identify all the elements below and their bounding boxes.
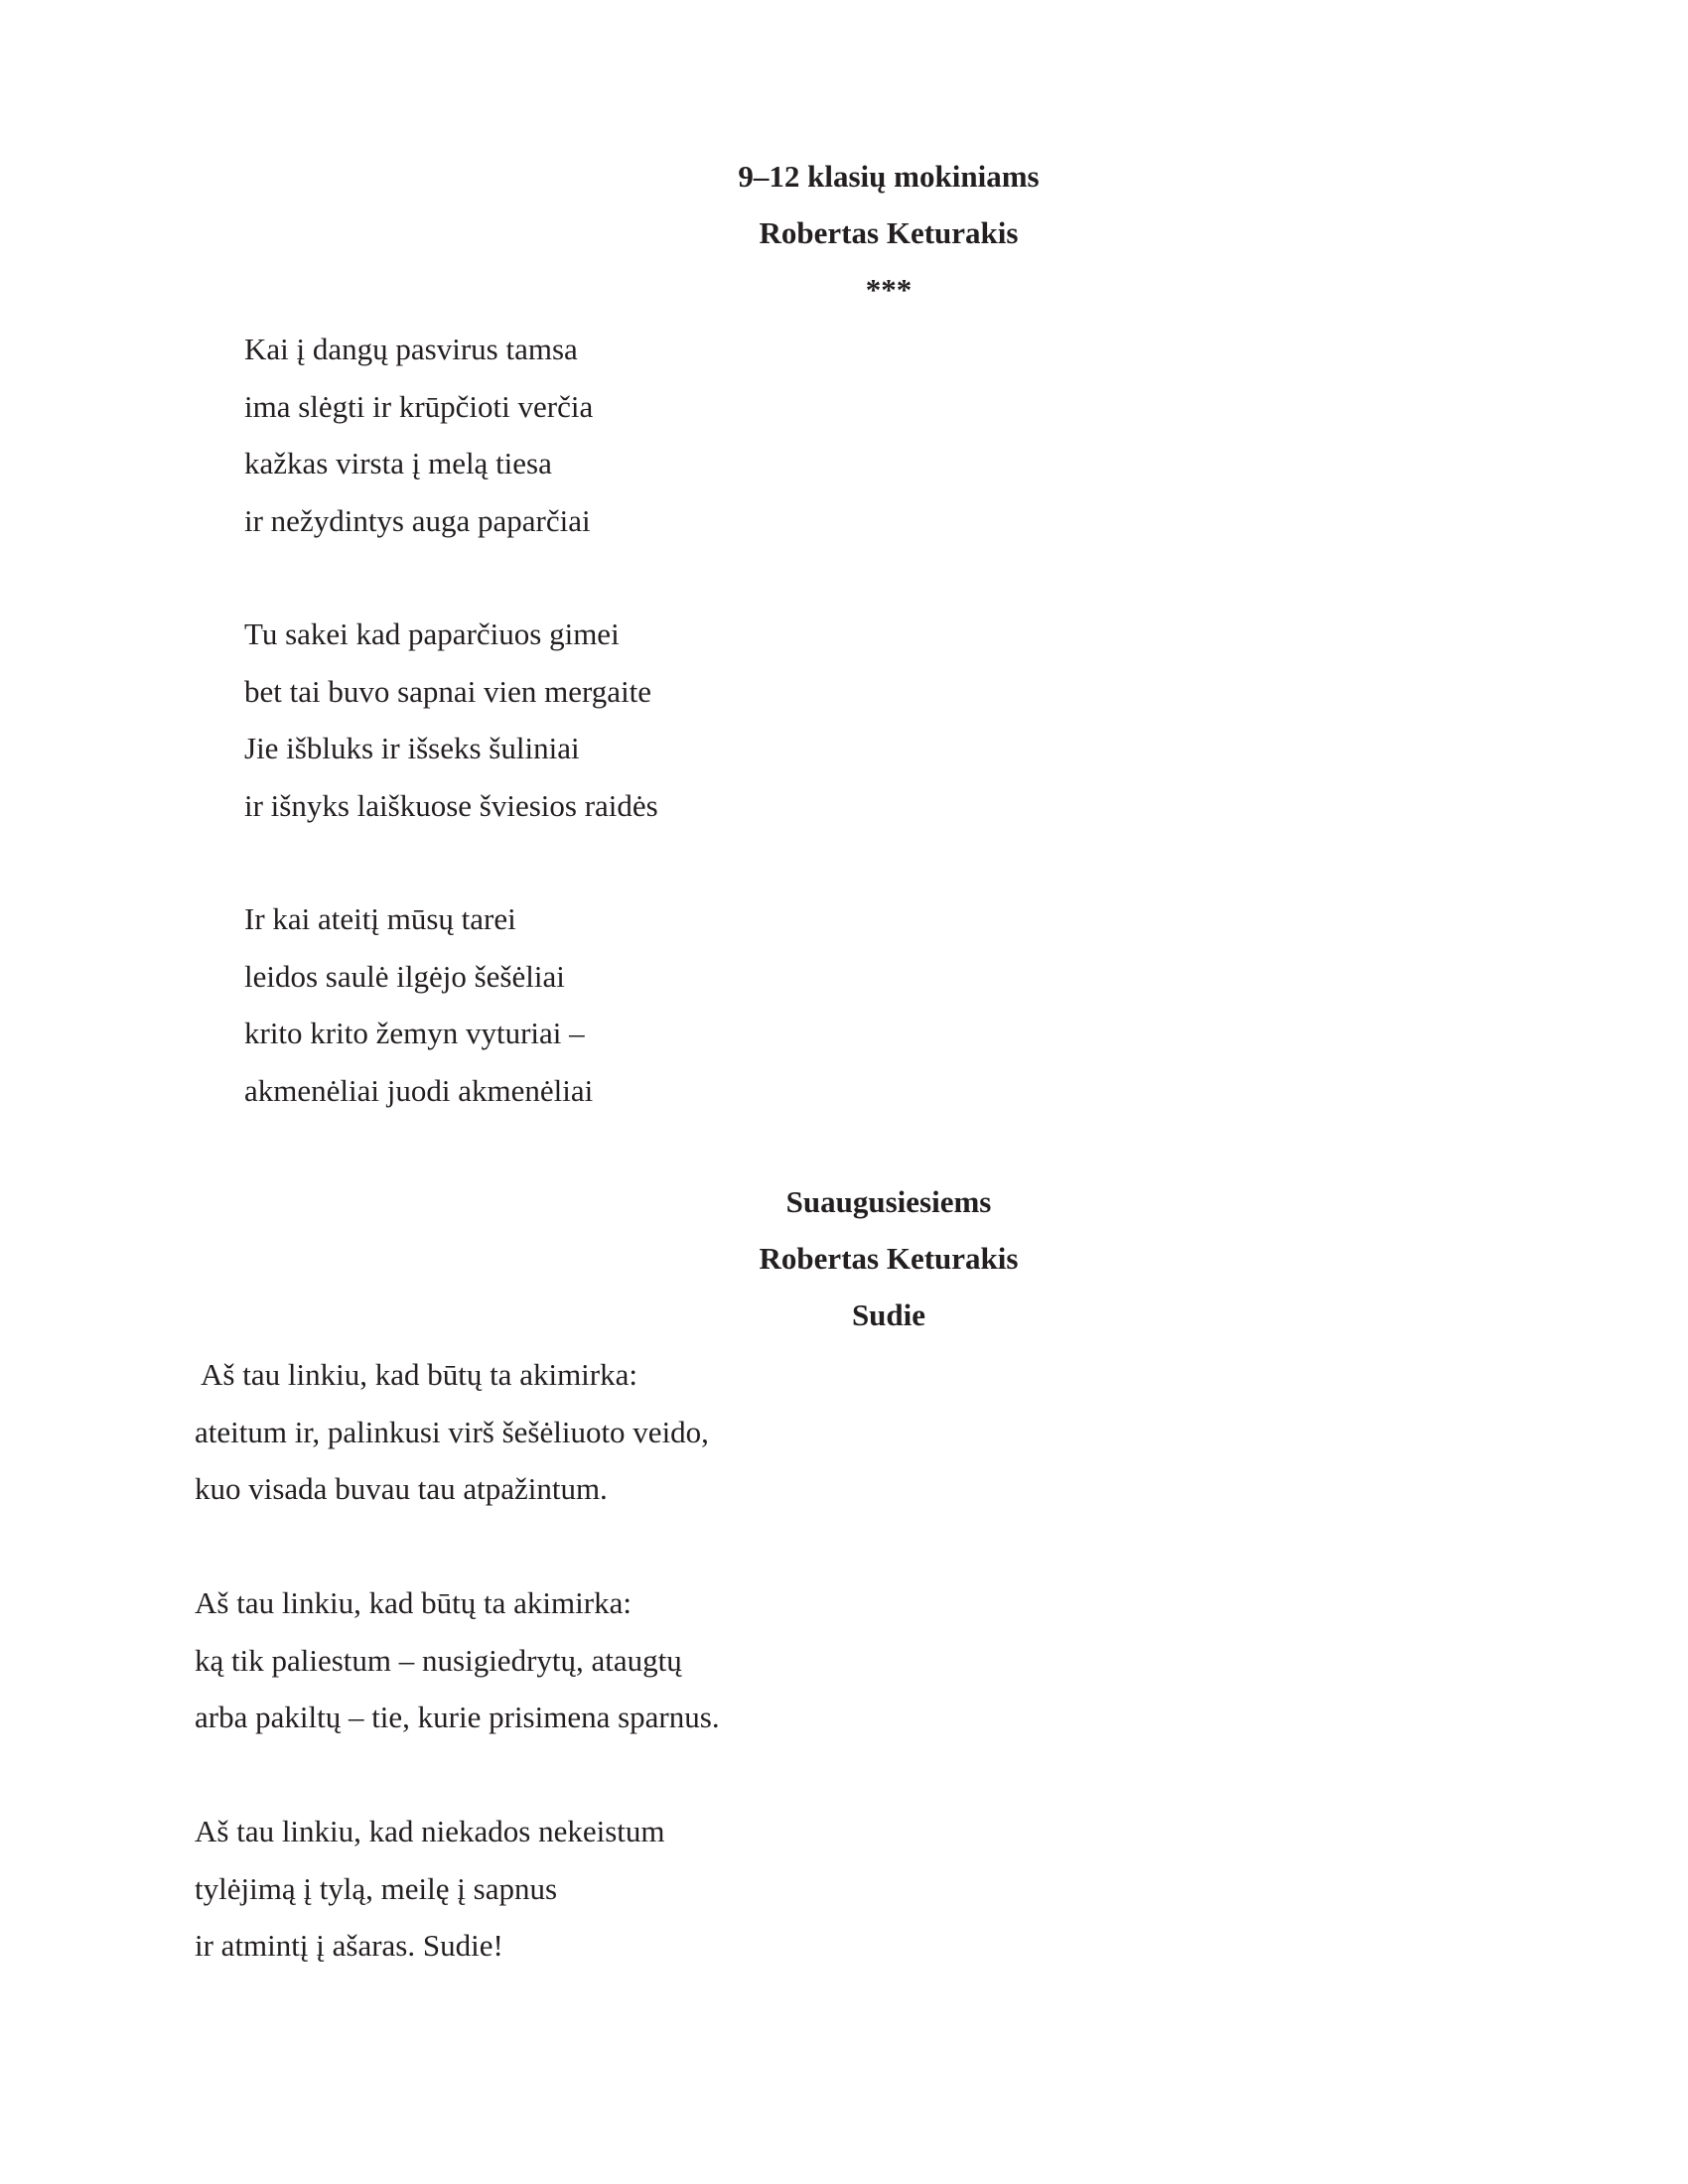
poem-line: bet tai buvo sapnai vien mergaite [244,673,652,709]
poem-line: kažkas virsta į melą tiesa [244,446,552,480]
poem-line: kuo visada buvau tau atpažintum. [195,1471,608,1506]
poem-stanza [195,1803,665,1975]
poem-line: leidos saulė ilgėjo šešėliai [244,958,565,994]
section-heading: Suaugusiesiems [785,1184,992,1219]
poem-stanza [244,321,593,549]
poem-line: arba pakiltų – tie, kurie prisimena sparnus. [195,1700,720,1734]
poem-line: Jie išbluks ir išseks šuliniai [244,731,580,765]
poem-line: ir nežydintys auga paparčiai [244,502,591,538]
poem-stanza [244,606,658,834]
poem-stanza [195,1346,709,1518]
poem-line: ir išnyks laiškuose šviesios raidės [244,787,658,823]
poem-line: Kai į dangų pasvirus tamsa [244,332,578,366]
poem-line: ką tik paliestum – nusigiedrytų, ataugtų [195,1642,682,1678]
poem-line: Aš tau linkiu, kad būtų ta akimirka: [195,1357,637,1392]
poem-line: ima slėgti ir krūpčioti verčia [244,388,594,424]
poem-line: Ir kai ateitį mūsų tarei [244,901,516,936]
poem-stanza [244,890,593,1119]
poem-line: Aš tau linkiu, kad niekados nekeistum [195,1814,665,1848]
poem-line: krito krito žemyn vyturiai – [244,1016,585,1050]
author-name: Robertas Keturakis [759,215,1019,250]
author-name: Robertas Keturakis [759,1241,1019,1276]
section-heading: 9–12 klasių mokiniams [738,159,1040,194]
poem-line: akmenėliai juodi akmenėliai [244,1072,594,1108]
poem-line: ateitum ir, palinkusi virš šešėliuoto veido, [195,1414,709,1449]
poem-line: Aš tau linkiu, kad būtų ta akimirka: [195,1585,632,1620]
poem-line: tylėjimą į tylą, meilę į sapnus [195,1870,558,1906]
poem-title: Sudie [851,1297,926,1332]
poem-line: ir atmintį į ašaras. Sudie! [195,1928,503,1963]
poem-title: *** [865,272,913,307]
poem-stanza [195,1574,720,1746]
poem-line: Tu sakei kad paparčiuos gimei [244,616,620,651]
